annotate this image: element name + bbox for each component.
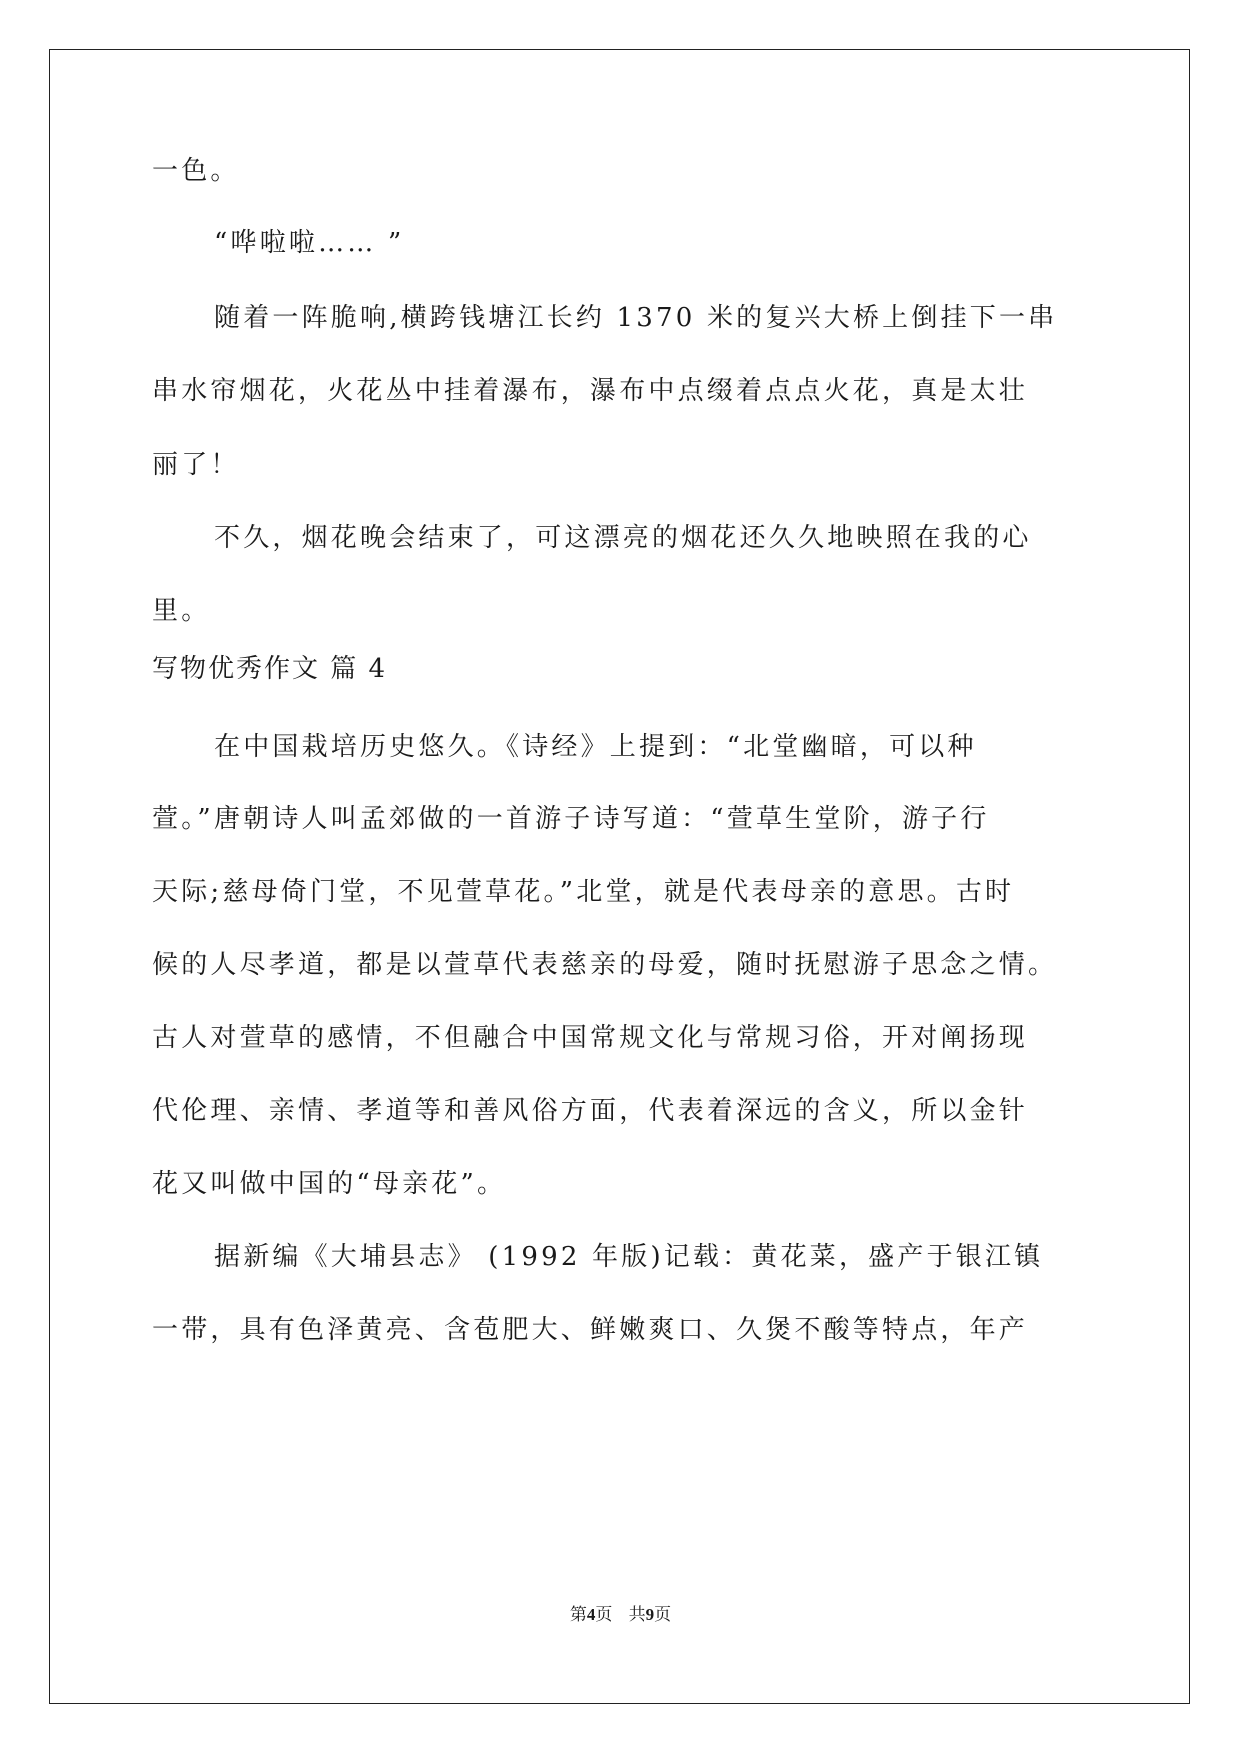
text-line: 里。 xyxy=(152,596,211,626)
footer-prefix: 第 xyxy=(569,1605,587,1625)
footer-page-suffix: 页 xyxy=(595,1605,613,1625)
text-line: 天际;慈母倚门堂，不见萱草花。”北堂，就是代表母亲的意思。古时 xyxy=(152,877,1015,907)
current-page-number: 4 xyxy=(586,1605,596,1624)
text-line: 据新编《大埔县志》 (1992 年版)记载：黄花菜，盛产于银江镇 xyxy=(214,1242,1044,1272)
text-line: 萱。”唐朝诗人叫孟郊做的一首游子诗写道：“萱草生堂阶，游子行 xyxy=(152,804,990,834)
text-line: “哗啦啦…… ” xyxy=(214,228,405,258)
section-heading: 写物优秀作文 篇 4 xyxy=(152,654,388,684)
text-line: 不久，烟花晚会结束了，可这漂亮的烟花还久久地映照在我的心 xyxy=(214,523,1032,553)
text-line: 古人对萱草的感情，不但融合中国常规文化与常规习俗，开对阐扬现 xyxy=(152,1023,1029,1053)
text-line: 代伦理、亲情、孝道等和善风俗方面，代表着深远的含义，所以金针 xyxy=(152,1096,1029,1126)
text-line: 随着一阵脆响,横跨钱塘江长约 1370 米的复兴大桥上倒挂下一串 xyxy=(214,303,1058,333)
total-page-count: 9 xyxy=(645,1605,655,1624)
text-line: 串水帘烟花，火花丛中挂着瀑布，瀑布中点缀着点点火花，真是太壮 xyxy=(152,376,1029,406)
footer-total-prefix: 共 xyxy=(628,1605,646,1625)
text-line: 在中国栽培历史悠久。《诗经》上提到：“北堂幽暗，可以种 xyxy=(214,732,977,762)
page-footer xyxy=(0,1600,1241,1625)
text-line: 花又叫做中国的“母亲花”。 xyxy=(152,1169,507,1199)
footer-total-suffix: 页 xyxy=(654,1605,672,1625)
text-line: 候的人尽孝道，都是以萱草代表慈亲的母爱，随时抚慰游子思念之情。 xyxy=(152,950,1058,980)
text-line: 一带，具有色泽黄亮、含苞肥大、鲜嫩爽口、久煲不酸等特点，年产 xyxy=(152,1315,1029,1345)
text-line: 丽了！ xyxy=(152,450,240,480)
text-line: 一色。 xyxy=(152,156,240,186)
